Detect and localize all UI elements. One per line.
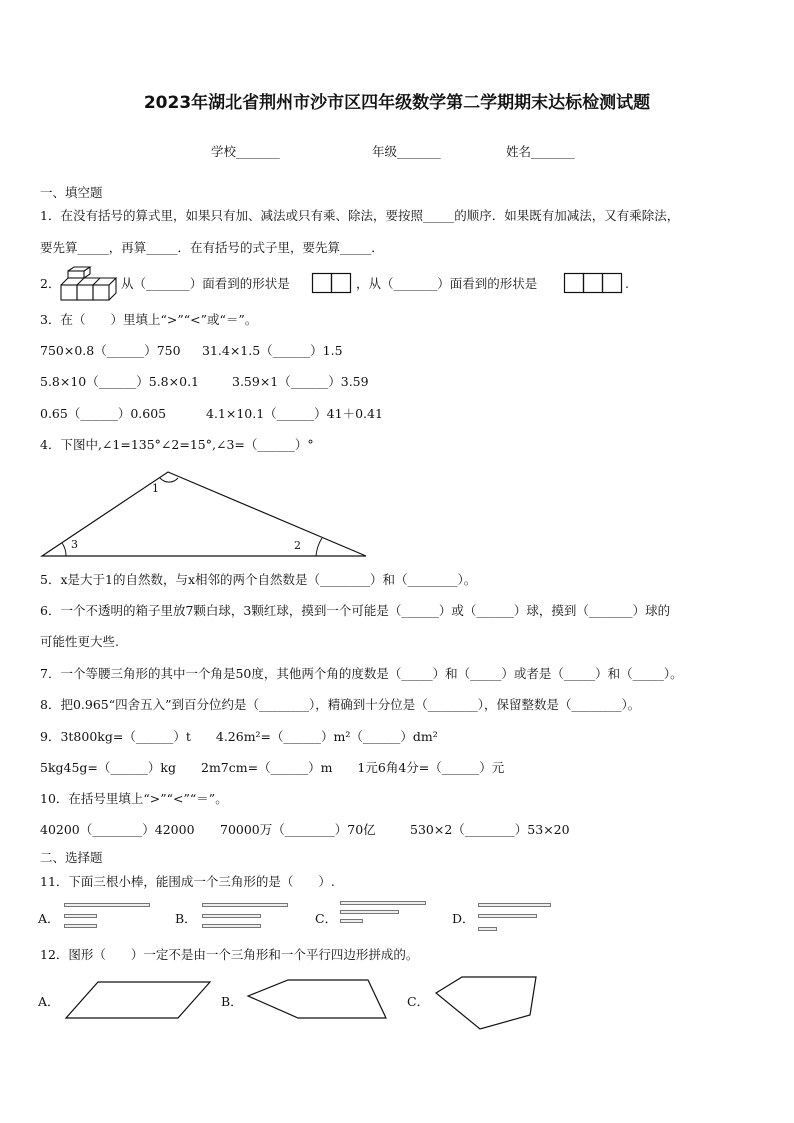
question-3: 3．在（ ）里填上“>”“<”或“＝”。: [40, 312, 258, 327]
q11-option-a: A．: [38, 911, 60, 926]
question-6-line-2: 可能性更大些.: [40, 634, 119, 649]
question-5: 5．x是大于1的自然数，与x相邻的两个自然数是（________）和（________）。: [40, 572, 477, 587]
grade-field: 年级_______: [372, 144, 441, 159]
question-1-line-2: 要先算_____，再算_____．在有括号的式子里，要先算_____．: [40, 240, 384, 255]
q3-row2-right: 3.59×1（______）3.59: [232, 374, 369, 389]
q11-sticks-d: [478, 902, 558, 934]
q10-item-1: 40200（________）42000: [40, 822, 195, 837]
view-shape-two-squares: [312, 273, 352, 293]
school-field: 学校_______: [211, 144, 280, 159]
question-6-line-1: 6．一个不透明的箱子里放7颗白球，3颗红球，摸到一个可能是（______）或（______）球，摸到（_______）球的: [40, 603, 671, 618]
angle-1-label: 1: [152, 482, 159, 495]
question-2-part-1: 从（_______）面看到的形状是: [121, 276, 290, 291]
q12-option-b: B．: [221, 994, 243, 1009]
q3-row3-right: 4.1×10.1（______）41＋0.41: [206, 406, 383, 421]
question-2-end: .: [625, 276, 629, 291]
q11-sticks-b: [202, 902, 292, 930]
question-2-number: 2．: [40, 276, 61, 291]
q3-row3-left: 0.65（______）0.605: [40, 406, 167, 421]
name-field: 姓名_______: [506, 144, 575, 159]
q11-option-c: C．: [315, 911, 338, 926]
q3-row2-left: 5.8×10（______）5.8×0.1: [40, 374, 199, 389]
triangle-figure: [40, 468, 370, 560]
cube-stack-figure: [60, 270, 120, 302]
q11-option-d: D．: [452, 911, 475, 926]
question-8: 8．把0.965“四舍五入”到百分位约是（________），精确到十分位是（________），保留整数是（________）。: [40, 697, 641, 712]
angle-3-label: 3: [71, 538, 78, 551]
question-11: 11．下面三根小棒，能围成一个三角形的是（ ）.: [40, 874, 335, 889]
q10-item-2: 70000万（________）70亿: [220, 822, 376, 837]
q3-row1-right: 31.4×1.5（______）1.5: [202, 343, 343, 358]
q10-item-3: 530×2（________）53×20: [410, 822, 570, 837]
question-1-line-1: 1．在没有括号的算式里，如果只有加、减法或只有乘、除法，要按照_____的顺序．如果既有加减法，又有乘除法，: [40, 208, 680, 223]
question-4: 4．下图中,∠1=135°∠2=15°,∠3=（______）°: [40, 437, 314, 452]
question-7: 7．一个等腰三角形的其中一个角是50度，其他两个角的度数是（_____）和（_____）或者是（_____）和（_____）。: [40, 666, 683, 681]
page-title: 2023年湖北省荆州市沙市区四年级数学第二学期期末达标检测试题: [143, 93, 651, 113]
section-choice: 二、选择题: [40, 850, 103, 865]
question-9-line-1: 9．3t800kg=（______）t 4.26m²=（______）m²（______）dm²: [40, 729, 438, 744]
q12-shape-a: [64, 980, 214, 1020]
q11-sticks-c: [340, 900, 430, 928]
question-2-part-2: ，从（_______）面看到的形状是: [356, 276, 538, 291]
section-fill-in: 一、填空题: [40, 185, 103, 200]
q12-option-c: C．: [407, 994, 430, 1009]
q12-option-a: A．: [38, 994, 60, 1009]
question-9-line-2: 5kg45g=（______）kg 2m7cm=（______）m 1元6角4分=（______）元: [40, 760, 505, 775]
q3-row1-left: 750×0.8（______）750: [40, 343, 181, 358]
q12-shape-c: [434, 975, 538, 1031]
question-10: 10．在括号里填上“>”“<”“＝”。: [40, 791, 228, 806]
angle-2-label: 2: [294, 539, 301, 552]
q11-option-b: B．: [175, 911, 197, 926]
question-12: 12．图形（ ）一定不是由一个三角形和一个平行四边形拼成的。: [40, 947, 419, 962]
q12-shape-b: [246, 978, 388, 1020]
view-shape-three-squares: [564, 273, 624, 293]
q11-sticks-a: [64, 902, 154, 930]
